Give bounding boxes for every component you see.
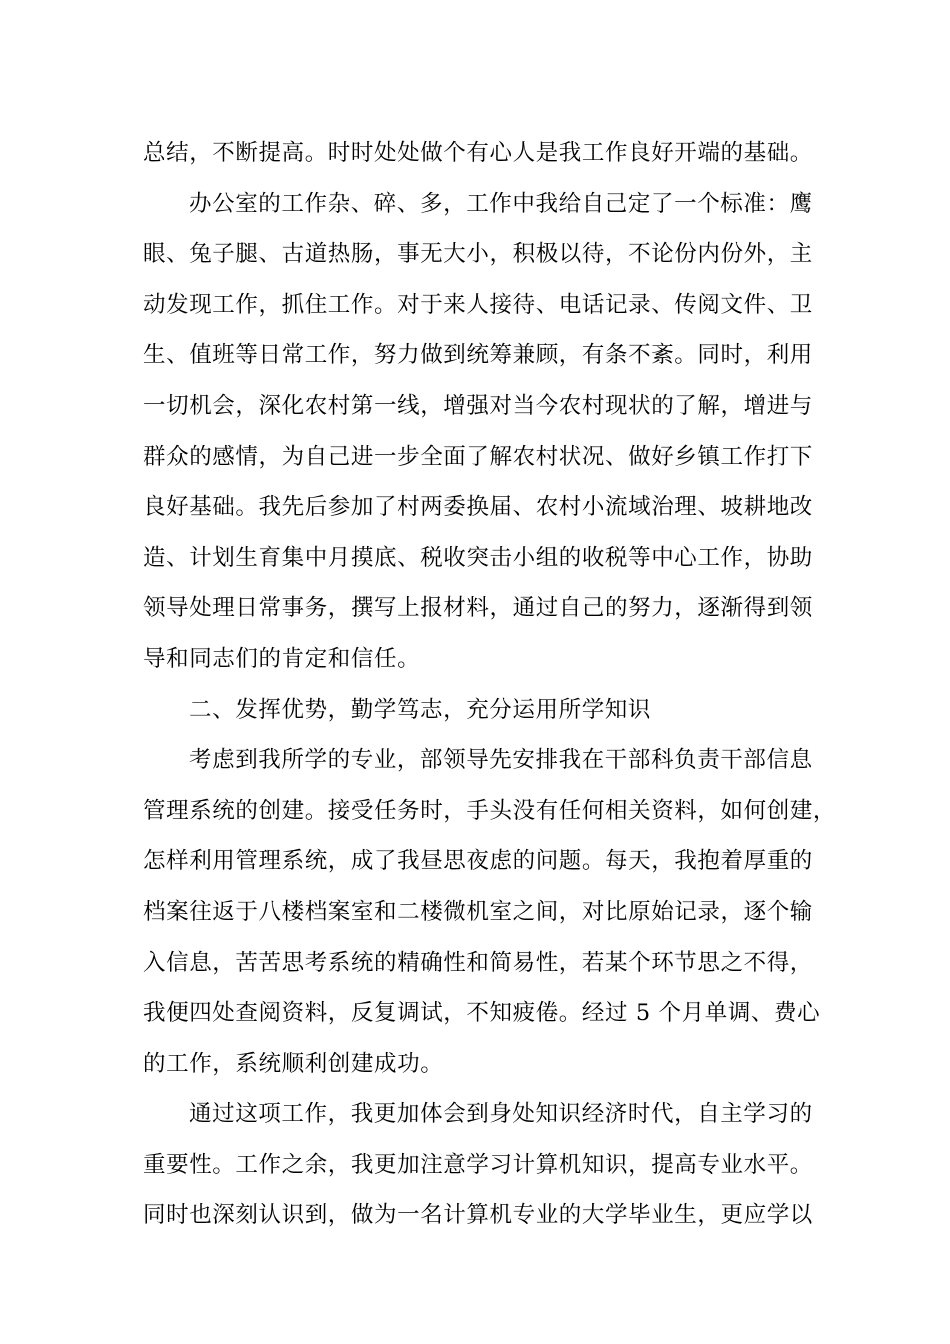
text-line: 同时也深刻认识到，做为一名计算机专业的大学毕业生，更应学以 — [143, 1202, 813, 1229]
paragraph-first-line: 通过这项工作，我更加体会到身处知识经济时代，自主学习的 — [189, 1101, 813, 1128]
paragraph-first-line: 办公室的工作杂、碎、多，工作中我给自己定了一个标准：鹰 — [189, 190, 813, 217]
text-line: 总结，不断提高。时时处处做个有心人是我工作良好开端的基础。 — [143, 140, 813, 166]
text-line: 生、值班等日常工作，努力做到统筹兼顾，有条不紊。同时，利用 — [143, 342, 813, 369]
text-line: 的工作，系统顺利创建成功。 — [143, 1050, 444, 1077]
paragraph-first-line: 考虑到我所学的专业，部领导先安排我在干部科负责干部信息 — [189, 747, 813, 774]
text-line: 造、计划生育集中月摸底、税收突击小组的收税等中心工作，协助 — [143, 544, 813, 571]
text-line: 管理系统的创建。接受任务时，手头没有任何相关资料，如何创建， — [143, 797, 837, 824]
text-line: 入信息，苦苦思考系统的精确性和简易性，若某个环节思之不得， — [143, 949, 813, 976]
text-line: 怎样利用管理系统，成了我昼思夜虑的问题。每天，我抱着厚重的 — [143, 848, 813, 875]
text-line: 眼、兔子腿、古道热肠，事无大小，积极以待，不论份内份外，主 — [143, 241, 813, 268]
document-body — [143, 128, 837, 1241]
text-line: 领导处理日常事务，撰写上报材料，通过自己的努力，逐渐得到领 — [143, 595, 813, 622]
text-line: 群众的感情，为自己进一步全面了解农村状况、做好乡镇工作打下 — [143, 443, 813, 470]
text-line: 我便四处查阅资料，反复调试，不知疲倦。经过 5 个月单调、费心 — [143, 1000, 821, 1027]
paragraph-first-line: 二、发挥优势，勤学笃志，充分运用所学知识 — [189, 696, 652, 723]
text-line: 重要性。工作之余，我更加注意学习计算机知识，提高专业水平。 — [143, 1151, 813, 1178]
text-line: 档案往返于八楼档案室和二楼微机室之间，对比原始记录，逐个输 — [143, 898, 813, 925]
text-line: 一切机会，深化农村第一线，增强对当今农村现状的了解，增进与 — [143, 392, 813, 419]
text-line: 动发现工作，抓住工作。对于来人接待、电话记录、传阅文件、卫 — [143, 291, 813, 318]
text-line: 良好基础。我先后参加了村两委换届、农村小流域治理、坡耕地改 — [143, 494, 813, 521]
text-line: 导和同志们的肯定和信任。 — [143, 645, 421, 672]
